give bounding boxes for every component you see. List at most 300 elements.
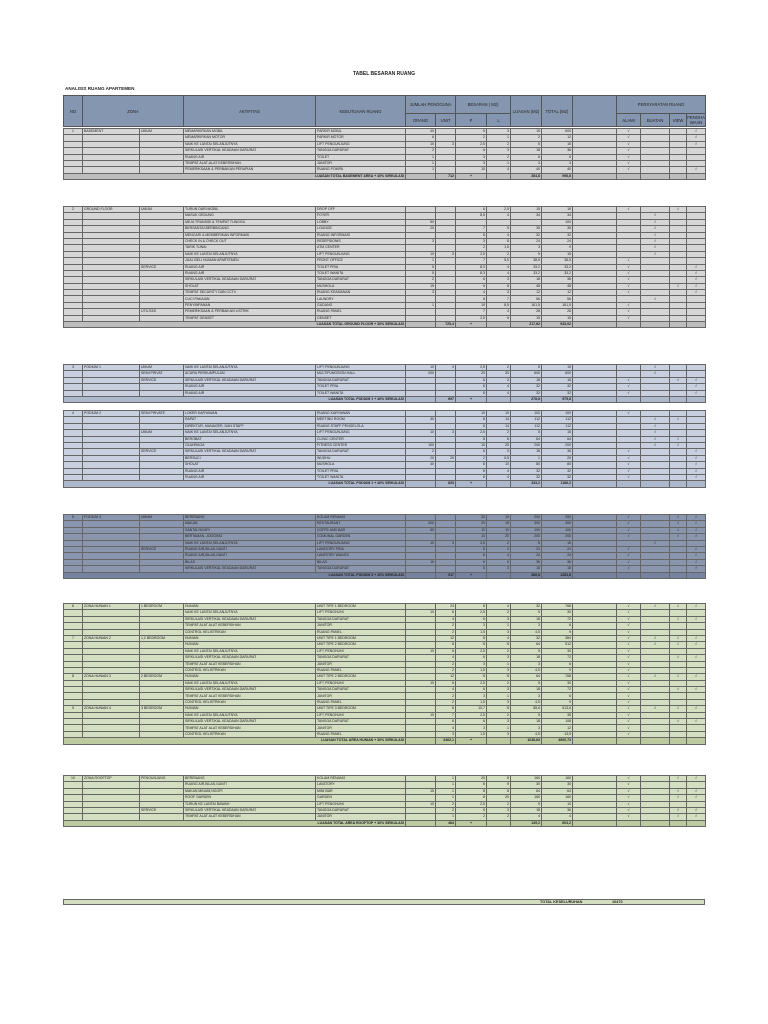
cell-orang: 30 bbox=[406, 417, 436, 423]
cell-kebutuhan: LOBBY bbox=[316, 219, 406, 225]
cell-penghawaan: √ bbox=[687, 283, 706, 289]
cell-p: 20 bbox=[456, 521, 487, 527]
cell-spacer bbox=[573, 322, 617, 328]
cell-luasan: 5 bbox=[511, 801, 542, 807]
cell-kebutuhan: JANITOR bbox=[316, 623, 406, 629]
cell-kebutuhan: TANGGA DARURAT bbox=[316, 449, 406, 455]
cell-kebutuhan: JANITOR bbox=[316, 160, 406, 166]
cell-kebutuhan: LIFT PENGUNJUNG bbox=[316, 251, 406, 257]
cell-l: 8 bbox=[487, 238, 511, 244]
cell-orang: 2 bbox=[406, 148, 436, 154]
cell-l: 3 bbox=[487, 629, 511, 635]
cell-luasan: 2 bbox=[511, 135, 542, 141]
header-p: P bbox=[456, 114, 487, 127]
cell-luasan: 100 bbox=[511, 411, 542, 417]
cell-buatan: √ bbox=[641, 245, 670, 251]
cell-spacer bbox=[573, 738, 617, 744]
cell-p: 10 bbox=[456, 527, 487, 533]
cell-penghawaan bbox=[687, 173, 706, 179]
section-total-value: 603,2 bbox=[542, 820, 573, 826]
cell-l: 3 bbox=[487, 377, 511, 383]
cell-aktifitas: PENYIMPANAN bbox=[184, 302, 316, 308]
cell-kebutuhan: RUANG PANEL bbox=[316, 699, 406, 705]
cell-aktifitas: LOKER KARYAWAN bbox=[184, 411, 316, 417]
cell-alami: √ bbox=[617, 559, 641, 565]
cell-total: 15 bbox=[542, 141, 573, 147]
cell-p: 8 bbox=[456, 417, 487, 423]
cell-alami: √ bbox=[617, 731, 641, 737]
cell-p: 8 bbox=[456, 604, 487, 610]
cell-total: 200 bbox=[542, 442, 573, 448]
cell-kebutuhan: LIFT PENGUNJUNG bbox=[316, 365, 406, 371]
cell-sub-zona: UMUM bbox=[140, 515, 184, 521]
cell-l: 8 bbox=[487, 283, 511, 289]
cell-l: 4 bbox=[487, 232, 511, 238]
cell-sub-zona: SERVICE bbox=[140, 264, 184, 270]
cell-l: 4 bbox=[487, 604, 511, 610]
cell-l: 4 bbox=[487, 309, 511, 315]
cell-view: √ bbox=[670, 534, 687, 540]
cell-orang: 1 bbox=[406, 160, 436, 166]
cell-l: 10 bbox=[487, 411, 511, 417]
cell-l: 2 bbox=[487, 610, 511, 616]
cell-aktifitas: NAIK KE LANTAI SELANJUTNYA bbox=[184, 251, 316, 257]
cell-l: 8 bbox=[487, 674, 511, 680]
cell-p: 2,5 bbox=[456, 801, 487, 807]
cell-kebutuhan: FITNESS CENTER bbox=[316, 442, 406, 448]
cell-aktifitas: TARIK TUNAI bbox=[184, 245, 316, 251]
cell-orang: 10 bbox=[406, 680, 436, 686]
section-total-value: 975,8 bbox=[542, 396, 573, 402]
section-table bbox=[63, 410, 706, 488]
cell-aktifitas: SIRKULASI VERTIKAL KEADAAN DARURAT bbox=[184, 719, 316, 725]
cell-luasan: 18 bbox=[511, 616, 542, 622]
cell-luasan: 32 bbox=[511, 468, 542, 474]
cell-view: √ bbox=[670, 706, 687, 712]
cell-penghawaan: √ bbox=[687, 642, 706, 648]
section-total-label: LUASAN TOTAL AREA HUNIAN + 30% SIRKULASI bbox=[64, 738, 406, 744]
cell-luasan: 24 bbox=[511, 553, 542, 559]
cell-p: 8 bbox=[456, 635, 487, 641]
cell-total: 28 bbox=[542, 309, 573, 315]
cell-p: 3 bbox=[456, 623, 487, 629]
cell-luasan: 5 bbox=[511, 540, 542, 546]
cell-buatan: √ bbox=[641, 706, 670, 712]
cell-kebutuhan: LAVATORY PRIA bbox=[316, 546, 406, 552]
cell-alami bbox=[617, 572, 641, 578]
cell-aktifitas: RUANG AIR,BILAS,GANTI bbox=[184, 546, 316, 552]
cell-kebutuhan: TANGGA DARURAT bbox=[316, 616, 406, 622]
cell-aktifitas: CONTROL KELISTRIKAN bbox=[184, 667, 316, 673]
cell-kebutuhan: LIFT PENGHUNI bbox=[316, 712, 406, 718]
cell-aktifitas: RAPAT bbox=[184, 417, 316, 423]
cell-total: 32 bbox=[542, 390, 573, 396]
cell-no: 3 bbox=[64, 365, 83, 371]
cell-luasan: 160 bbox=[511, 795, 542, 801]
cell-view: √ bbox=[670, 674, 687, 680]
cell-view: √ bbox=[670, 795, 687, 801]
cell-unit: 2 bbox=[436, 629, 456, 635]
cell-kebutuhan: LIFT PENGHUNI bbox=[316, 801, 406, 807]
cell-orang: 1 bbox=[406, 258, 436, 264]
cell-orang bbox=[406, 572, 436, 578]
cell-total: 38,5 bbox=[542, 258, 573, 264]
cell-penghawaan: √ bbox=[687, 635, 706, 641]
cell-buatan bbox=[641, 820, 670, 826]
cell-penghawaan: √ bbox=[687, 167, 706, 173]
cell-kebutuhan: MUSHOLA bbox=[316, 462, 406, 468]
cell-p: 6 bbox=[456, 207, 487, 213]
cell-alami bbox=[617, 820, 641, 826]
cell-luasan: 112 bbox=[511, 417, 542, 423]
cell-kebutuhan: TANGGA DARURAT bbox=[316, 807, 406, 813]
cell-alami: √ bbox=[617, 302, 641, 308]
cell-luasan: 56 bbox=[511, 296, 542, 302]
cell-penghawaan: √ bbox=[687, 474, 706, 480]
cell-zona: GROUND FLOOR bbox=[83, 207, 140, 213]
cell-total: 30 bbox=[542, 610, 573, 616]
cell-alami: √ bbox=[617, 814, 641, 820]
cell-luasan: 24 bbox=[511, 238, 542, 244]
cell-p: 6 bbox=[456, 782, 487, 788]
cell-l: 3 bbox=[487, 449, 511, 455]
cell-p: 6 bbox=[456, 283, 487, 289]
cell-alami: √ bbox=[617, 648, 641, 654]
cell-no: 9 bbox=[64, 706, 83, 712]
cell-l: 4 bbox=[487, 270, 511, 276]
cell-sub-zona: SERVICE bbox=[140, 449, 184, 455]
cell-total: 6 bbox=[542, 661, 573, 667]
cell-buatan: √ bbox=[641, 226, 670, 232]
cell-zona: ZONA HUNIAN 1 bbox=[83, 604, 140, 610]
cell-aktifitas: PEMERIKSAAN & PERBAIKAN LISTRIK bbox=[184, 309, 316, 315]
cell-l: 4 bbox=[487, 546, 511, 552]
cell-alami: √ bbox=[617, 807, 641, 813]
cell-luasan: 3 bbox=[511, 245, 542, 251]
section-total-label: LUASAN TOTAL PODIUM 3 + 40% SIRKULASI bbox=[64, 572, 406, 578]
cell-p: 5 bbox=[456, 129, 487, 135]
cell-aktifitas: TEMPAT ALAT ALAT KEBERSIHAN bbox=[184, 693, 316, 699]
cell-kebutuhan: UNIT TIPE 2 BEDROOM bbox=[316, 642, 406, 648]
cell-sub-zona: UMUM bbox=[140, 365, 184, 371]
cell-aktifitas: MENCARI & MEMBERIKAN INFORMASI bbox=[184, 232, 316, 238]
cell-total: 15 bbox=[542, 365, 573, 371]
cell-p: 2,5 bbox=[456, 141, 487, 147]
section-total-plus: + bbox=[456, 396, 487, 402]
cell-sub-zona: SEMI PRIVATE bbox=[140, 411, 184, 417]
section-table bbox=[63, 128, 706, 180]
cell-unit: 24 bbox=[436, 604, 456, 610]
cell-unit: 2 bbox=[436, 661, 456, 667]
cell-l: 6 bbox=[487, 559, 511, 565]
cell-total: 13,5 bbox=[542, 731, 573, 737]
cell-l: 1 bbox=[487, 623, 511, 629]
cell-aktifitas: NAIK KE LANTAI SELANJUTNYA bbox=[184, 610, 316, 616]
cell-p: 2,5 bbox=[456, 648, 487, 654]
cell-spacer bbox=[573, 396, 617, 402]
cell-p: 7 bbox=[456, 309, 487, 315]
header-no: NO bbox=[64, 96, 83, 127]
cell-luasan: 24 bbox=[511, 546, 542, 552]
cell-view: √ bbox=[670, 527, 687, 533]
cell-total: 72 bbox=[542, 616, 573, 622]
cell-alami: √ bbox=[617, 801, 641, 807]
cell-alami: √ bbox=[617, 661, 641, 667]
cell-total: 3 bbox=[542, 160, 573, 166]
cell-buatan: √ bbox=[641, 442, 670, 448]
cell-l: 2 bbox=[487, 251, 511, 257]
cell-kebutuhan: RUANG PANEL bbox=[316, 309, 406, 315]
section-total-label: LUASAN TOTAL PODIUM 1 + 40% SIRKULASI bbox=[64, 481, 406, 487]
cell-l bbox=[487, 738, 511, 744]
cell-kebutuhan: JANITOR bbox=[316, 693, 406, 699]
cell-total: 32 bbox=[542, 468, 573, 474]
cell-penghawaan: √ bbox=[687, 384, 706, 390]
cell-luasan: 5 bbox=[511, 365, 542, 371]
cell-luasan: 12 bbox=[511, 290, 542, 296]
cell-total: 30 bbox=[542, 680, 573, 686]
section-total-sum: 833 bbox=[436, 481, 456, 487]
cell-unit: 2 bbox=[436, 623, 456, 629]
cell-l: 1 bbox=[487, 135, 511, 141]
cell-total: 600 bbox=[542, 371, 573, 377]
cell-total: 35 bbox=[542, 226, 573, 232]
cell-orang: 200 bbox=[406, 371, 436, 377]
cell-l: 3 bbox=[487, 148, 511, 154]
cell-kebutuhan: FRONT OFFICE bbox=[316, 258, 406, 264]
cell-alami bbox=[617, 481, 641, 487]
cell-alami: √ bbox=[617, 546, 641, 552]
cell-alami: √ bbox=[617, 141, 641, 147]
cell-aktifitas: HUNIAN bbox=[184, 642, 316, 648]
cell-luasan: 15 bbox=[511, 315, 542, 321]
cell-l: 14 bbox=[487, 423, 511, 429]
cell-p: 19 bbox=[456, 302, 487, 308]
cell-luasan: 18 bbox=[511, 277, 542, 283]
cell-luasan: 64 bbox=[511, 788, 542, 794]
cell-total: 36 bbox=[542, 807, 573, 813]
cell-orang: 15 bbox=[406, 788, 436, 794]
cell-l: 2 bbox=[487, 801, 511, 807]
cell-view: √ bbox=[670, 515, 687, 521]
cell-l: 4 bbox=[487, 474, 511, 480]
cell-p: 20 bbox=[456, 515, 487, 521]
cell-aktifitas: PEMERIKSAAN & PERBAIKAN PERAPIAN bbox=[184, 167, 316, 173]
cell-aktifitas: HUNIAN bbox=[184, 674, 316, 680]
cell-l: 4 bbox=[487, 553, 511, 559]
cell-kebutuhan: LIFT PENGUNJUNG bbox=[316, 430, 406, 436]
cell-kebutuhan: TOILET PRIA bbox=[316, 264, 406, 270]
cell-unit: 7 bbox=[436, 712, 456, 718]
cell-aktifitas: TEMPAT ALAT ALAT KEBERSIHAN bbox=[184, 661, 316, 667]
cell-penghawaan: √ bbox=[687, 527, 706, 533]
cell-l: 2 bbox=[487, 430, 511, 436]
cell-total: 12 bbox=[542, 290, 573, 296]
cell-alami bbox=[617, 322, 641, 328]
cell-kebutuhan: LIFT PENGUNJUNG bbox=[316, 540, 406, 546]
cell-luasan: 18 bbox=[511, 807, 542, 813]
cell-p: 8 bbox=[456, 788, 487, 794]
cell-orang: 200 bbox=[406, 521, 436, 527]
cell-orang: 5 bbox=[406, 264, 436, 270]
header-besaran: BESARAN ( M2) bbox=[456, 96, 511, 114]
cell-p: 10 bbox=[456, 534, 487, 540]
cell-kebutuhan: WUDHU bbox=[316, 455, 406, 461]
cell-luasan: 300 bbox=[511, 521, 542, 527]
cell-buatan: √ bbox=[641, 436, 670, 442]
cell-orang: 40 bbox=[406, 129, 436, 135]
cell-luasan: 3 bbox=[511, 160, 542, 166]
cell-aktifitas: SIRKULASI VERTIKAL KEADAAN DARURAT bbox=[184, 377, 316, 383]
cell-total: 15 bbox=[542, 540, 573, 546]
cell-aktifitas: SIRKULASI VERTIKAL KEADAAN DARURAT bbox=[184, 449, 316, 455]
cell-alami: √ bbox=[617, 642, 641, 648]
cell-p: 2 bbox=[456, 135, 487, 141]
cell-aktifitas: BERSUCI bbox=[184, 455, 316, 461]
cell-luasan: 64 bbox=[511, 674, 542, 680]
cell-view: √ bbox=[670, 814, 687, 820]
cell-total: 72 bbox=[542, 655, 573, 661]
cell-total: 34 bbox=[542, 213, 573, 219]
cell-unit: 1 bbox=[436, 795, 456, 801]
cell-penghawaan: √ bbox=[687, 277, 706, 283]
cell-l: 3 bbox=[487, 129, 511, 135]
cell-p: 6 bbox=[456, 807, 487, 813]
cell-luasan: 85,6 bbox=[511, 706, 542, 712]
header-kebutuhan: KEBUTUHAN RUANG bbox=[316, 96, 406, 127]
section-table bbox=[63, 603, 706, 745]
grand-total-label: TOTAL KESELURUHAN bbox=[540, 900, 583, 904]
cell-penghawaan: √ bbox=[687, 390, 706, 396]
cell-alami: √ bbox=[617, 277, 641, 283]
cell-aktifitas: SIRKULASI VERTIKAL KEADAAN DARURAT bbox=[184, 566, 316, 572]
cell-unit: 3 bbox=[436, 251, 456, 257]
cell-luasan: 15 bbox=[511, 129, 542, 135]
cell-l: 1,5 bbox=[487, 245, 511, 251]
cell-total: 513,6 bbox=[542, 706, 573, 712]
cell-view: √ bbox=[670, 377, 687, 383]
cell-kebutuhan: FOYER bbox=[316, 213, 406, 219]
cell-alami: √ bbox=[617, 377, 641, 383]
cell-total: 6 bbox=[542, 154, 573, 160]
cell-luasan: 200 bbox=[511, 515, 542, 521]
cell-p: 8 bbox=[456, 474, 487, 480]
cell-p: 2,5 bbox=[456, 315, 487, 321]
cell-total: 36 bbox=[542, 449, 573, 455]
cell-buatan: √ bbox=[641, 674, 670, 680]
cell-orang: 50 bbox=[406, 527, 436, 533]
cell-orang: 10 bbox=[406, 712, 436, 718]
cell-kebutuhan: PARKIR MOBIL bbox=[316, 129, 406, 135]
cell-aktifitas: HUNIAN bbox=[184, 706, 316, 712]
cell-kebutuhan: RUANG STAFF PENGELOLA bbox=[316, 423, 406, 429]
cell-unit: 6 bbox=[436, 610, 456, 616]
cell-luasan: 15 bbox=[511, 207, 542, 213]
cell-kebutuhan: LAUNDRY bbox=[316, 296, 406, 302]
cell-aktifitas: NAIK KE LANTAI SELANJUTNYA bbox=[184, 712, 316, 718]
cell-alami: √ bbox=[617, 309, 641, 315]
cell-kebutuhan: LIFT PENGUNJUNG bbox=[316, 141, 406, 147]
section-total-sum: 464 bbox=[436, 820, 456, 826]
cell-penghawaan: √ bbox=[687, 559, 706, 565]
cell-kebutuhan: TOILET bbox=[316, 154, 406, 160]
cell-total: 64 bbox=[542, 436, 573, 442]
section-total-circulation: 284,8 bbox=[511, 173, 542, 179]
cell-unit: 2 bbox=[436, 693, 456, 699]
cell-kebutuhan: TOILET PRIA bbox=[316, 468, 406, 474]
cell-view bbox=[670, 322, 687, 328]
cell-p: 6 bbox=[456, 546, 487, 552]
cell-luasan: 112 bbox=[511, 423, 542, 429]
section-table bbox=[63, 775, 706, 827]
cell-luasan: 34 bbox=[511, 213, 542, 219]
cell-total: 64 bbox=[542, 788, 573, 794]
cell-p: 8 bbox=[456, 384, 487, 390]
cell-l: 20 bbox=[487, 442, 511, 448]
cell-luasan: 32 bbox=[511, 604, 542, 610]
cell-aktifitas: BILAS bbox=[184, 559, 316, 565]
cell-aktifitas: TEMPAT ALAT ALAT KEBERSIHAN bbox=[184, 623, 316, 629]
cell-no: 7 bbox=[64, 635, 83, 641]
cell-penghawaan: √ bbox=[687, 462, 706, 468]
section-total-sum: 917 bbox=[436, 572, 456, 578]
cell-kebutuhan: PARKIR MOTOR bbox=[316, 135, 406, 141]
cell-alami: √ bbox=[617, 264, 641, 270]
cell-alami: √ bbox=[617, 699, 641, 705]
section-total-plus: + bbox=[456, 738, 487, 744]
cell-total: 24 bbox=[542, 553, 573, 559]
cell-penghawaan: √ bbox=[687, 521, 706, 527]
cell-total: 600 bbox=[542, 129, 573, 135]
cell-alami: √ bbox=[617, 655, 641, 661]
header-orang: ORANG bbox=[406, 114, 436, 127]
cell-buatan: √ bbox=[641, 232, 670, 238]
cell-kebutuhan: LIFT PENGHUNI bbox=[316, 610, 406, 616]
cell-alami: √ bbox=[617, 167, 641, 173]
cell-luasan: 18 bbox=[511, 148, 542, 154]
cell-p: 2 bbox=[456, 814, 487, 820]
cell-unit: 3 bbox=[436, 540, 456, 546]
cell-kebutuhan: GENSET bbox=[316, 315, 406, 321]
cell-aktifitas: HUNIAN bbox=[184, 604, 316, 610]
cell-orang: 1 bbox=[406, 154, 436, 160]
cell-p: 3 bbox=[456, 238, 487, 244]
cell-aktifitas: RUANG AIR,BILAS,GANTI bbox=[184, 553, 316, 559]
cell-kebutuhan: MEETING ROOM bbox=[316, 417, 406, 423]
cell-penghawaan: √ bbox=[687, 553, 706, 559]
cell-kebutuhan: TOILET WANITA bbox=[316, 474, 406, 480]
cell-aktifitas: CONTROL KELISTRIKAN bbox=[184, 699, 316, 705]
cell-l: 4 bbox=[487, 468, 511, 474]
cell-unit: 1 bbox=[436, 776, 456, 782]
section-total-plus: + bbox=[456, 820, 487, 826]
cell-total: 161,5 bbox=[542, 302, 573, 308]
cell-p: 8,5 bbox=[456, 213, 487, 219]
cell-sub-zona: 3 BEDROOM bbox=[140, 706, 184, 712]
cell-luasan: 161,5 bbox=[511, 302, 542, 308]
cell-luasan: 48 bbox=[511, 283, 542, 289]
cell-alami: √ bbox=[617, 411, 641, 417]
cell-l: 3 bbox=[487, 566, 511, 572]
cell-sub-zona: 2 BEDROOM bbox=[140, 674, 184, 680]
cell-p: 6 bbox=[456, 655, 487, 661]
cell-penghawaan: √ bbox=[687, 795, 706, 801]
cell-kebutuhan: RUANG PANEL bbox=[316, 667, 406, 673]
cell-kebutuhan: LAVATORY WANITA bbox=[316, 553, 406, 559]
cell-no: 8 bbox=[64, 674, 83, 680]
cell-l: 3 bbox=[487, 719, 511, 725]
cell-luasan: 5 bbox=[511, 648, 542, 654]
